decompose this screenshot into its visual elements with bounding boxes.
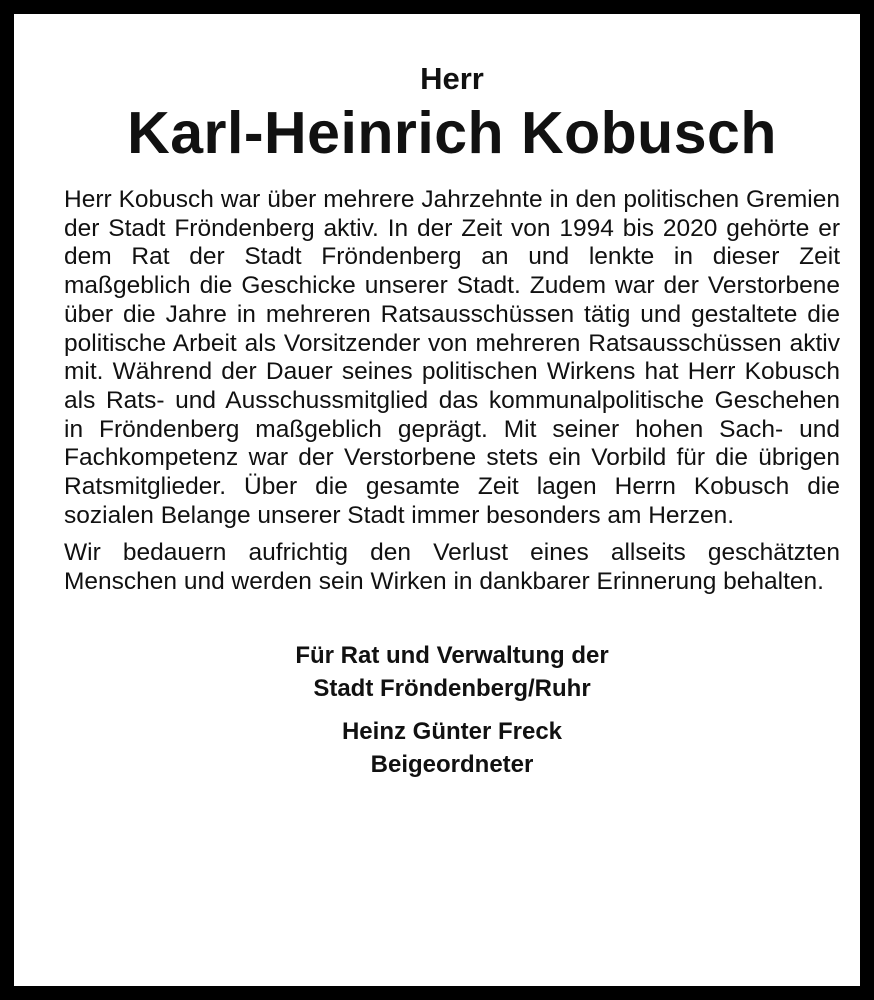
- signature-spacer: [64, 705, 840, 715]
- signature-line-1: Für Rat und Verwaltung der: [295, 641, 609, 669]
- body-paragraph-1: Herr Kobusch war über mehrere Jahrzehnte in den politischen Gremien der Stadt Fröndenberg aktiv. In der Zeit von 1994 bis 2020 gehörte er dem Rat der Stadt Fröndenberg an und lenkte in dieser Zeit maßgeblich die Geschicke unserer Stadt. Zudem war der Verstorbene über die Jahre in mehreren Ratsausschüssen tätig und gestaltete die politische Arbeit als Vorsitzender von mehreren Ratsausschüssen aktiv mit. Während der Dauer seines politischen Wirkens hat Herr Kobusch als Rats- und Ausschussmitglied das kommunalpolitische Geschehen in Fröndenberg maßgeblich geprägt. Mit seiner hohen Sach- und Fachkompetenz war der Verstorbene stets ein Vorbild für die übrigen Ratsmitglieder. Über die gesamte Zeit lagen Herrn Kobusch die sozialen Belange unserer Stadt immer besonders am Herzen.: [64, 186, 840, 529]
- signer-name: Heinz Günter Freck: [341, 717, 563, 745]
- deceased-name: Karl-Heinrich Kobusch: [127, 100, 777, 166]
- notice-content: [64, 54, 840, 781]
- body-paragraph-2: Wir bedauern aufrichtig den Verlust eines allseits geschätzten Menschen und werden sein Wirken in dankbarer Erinnerung behalten.: [64, 539, 840, 596]
- salutation: Herr: [420, 61, 484, 96]
- signer-title: Beigeordneter: [370, 750, 534, 778]
- signature-block: [64, 639, 840, 781]
- signature-line-2: Stadt Fröndenberg/Ruhr: [313, 674, 591, 702]
